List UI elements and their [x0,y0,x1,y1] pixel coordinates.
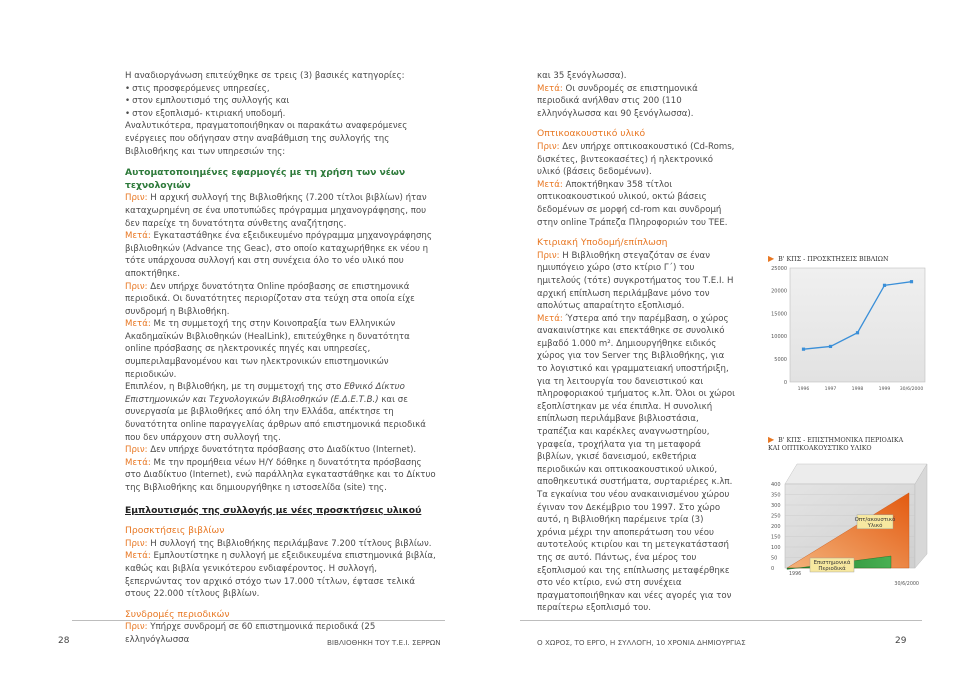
chart-journals-av [755,458,935,598]
chart1-data-point [802,348,805,351]
paragraph-prin-1 [125,192,437,230]
middle-column [537,70,735,615]
prin-label: Πριν: [537,250,560,261]
chart1-xtick-label: 1999 [878,387,891,392]
chart2-xtick-label: 30/6/2000 [894,582,919,587]
heading-audiovisual: Οπτικοακουστικό υλικό [537,128,646,140]
chart2-label-av: Οπτ/ακουστικό Υλικό [854,516,896,529]
chart1-ytick-label: 15000 [771,311,787,318]
chart1-ytick-label: 5000 [774,357,787,363]
paragraph-text: Οι συνδρομές σε επιστημονικά περιοδικά ανήλθαν στις 200 (110 ελληνόγλωσσα και 90 ξενόγλωσσα). [537,83,698,119]
paragraph-continuation: και 35 ξενόγλωσσα). [537,71,627,81]
chart2-top-wall [785,464,927,484]
analysis-text: Αναλυτικότερα, πραγματοποιήθηκαν οι παρακάτω αναφερόμενες ενέργειες που οδήγησαν στην αναβάθμιση της συλλογής της Βιβλιοθήκης και των υπηρεσιών της: [125,121,408,157]
chart2-title-line1: Β' ΚΠΣ - ΕΠΙΣΤΗΜΟΝΙΚΑ ΠΕΡΙΟΔΙΚΑ [778,437,904,444]
meta-label: Μετά: [537,83,563,94]
meta-label: Μετά: [125,457,151,468]
chart2-ytick-label: 350 [771,492,781,499]
chart1-xtick-label: 1997 [824,387,837,392]
paragraph-epipleon [125,381,437,444]
chart1-data-point [829,345,832,348]
triangle-marker-icon: ▶ [768,254,775,263]
paragraph-text: Η αρχική συλλογή της Βιβλιοθήκης (7.200 τίτλοι βιβλίων) ήταν καταχωρημένη σε ένα υποτυπώδες πρόγραμμα μηχανογράφησης, που δεν παρείχε τη δυνατότητα σύνθετης αναζήτησης. [125,193,427,229]
chart2-title-line2: ΚΑΙ ΟΠΤΙΚΟΑΚΟΥΣΤΙΚΟ ΥΛΙΚΟ [768,444,872,452]
prin-label: Πριν: [125,622,148,633]
paragraph-prin-3 [125,444,437,457]
paragraph-text: Δεν υπήρχε δυνατότητα Online πρόσβασης σε επιστημονικά περιοδικά. Οι δυνατότητες περιορίζοταν στα τεύχη στα οποία είχε συνδρομή η Βιβλιοθήκη. [125,281,415,317]
chart2-title-block [768,436,903,452]
meta-label: Μετά: [125,231,151,242]
heading-building: Κτιριακή Υποδομή/επίπλωση [537,237,668,249]
paragraph-meta-1 [125,230,437,280]
chart1-ytick-label: 10000 [771,334,787,341]
prin-label: Πριν: [537,141,560,152]
meta-label: Μετά: [537,313,563,324]
chart1-xtick-label: 30/6/2000 [899,387,924,392]
paragraph-text: Δεν υπήρχε δυνατότητα πρόσβασης στο Διαδίκτυο (Internet). [147,445,417,456]
paragraph-final: Τα εγκαίνια του νέου ανακαινισμένου χώρου έγιναν τον Δεκέμβριο του 1997. Στο χώρο αυτό, η Βιβλιοθήκη παρέμεινε τρία (3) χρόνια μέχρι την αποπεράτωση του νέου αυτοτελούς κτιρίου και τη μετεγκατάστασή της σε αυτό. Πάντως, ένα μέρος του εξοπλισμού και της επίπλωσης μεταφέρθηκε στο νέο κτίριο, ενώ στη συνέχεια πραγματοποιήθηκαν και νέες αγορές για τον περαίτερω εξοπλισμό του. [537,490,732,614]
paragraph-meta-5 [537,83,735,121]
paragraph-text: Δεν υπήρχε οπτικοακουστικό (Cd-Roms, δισκέτες, βιντεοκασέτες) ή ηλεκτρονικό υλικό (βάσεις δεδομένων). [537,141,735,178]
footer-rule-left [72,620,445,621]
chart2-ytick-label: 400 [771,481,781,488]
paragraph-prin-7 [537,250,735,313]
network-name: Εθνικό Δίκτυο Επιστημονικών και Τεχνολογικών Βιβλιοθηκών (Ε.Δ.Ε.Τ.Β.) [125,382,405,405]
chart2-ytick-label: 50 [771,555,778,562]
chart1-plot-area [790,268,925,382]
paragraph-text: Αποκτήθηκαν 358 τίτλοι οπτικοακουστικού υλικού, οκτώ βάσεις δεδομένων σε μορφή cd-rom και συνδρομή στην online Τράπεζα Πληροφοριών του ΤΕΕ. [537,179,728,228]
chart2-ytick-label: 250 [771,513,781,520]
paragraph-text: και σε συνεργασία με βιβλιοθήκες από όλη την Ελλάδα, απέκτησε τη δυνατότητα online παραγγελίας άρθρων από επιστημονικά περιοδικά που δεν υπάρχουν στη συλλογή της. [125,394,426,443]
prin-label: Πριν: [125,281,148,292]
paragraph-text: Ύστερα από την παρέμβαση, ο χώρος ανακαινίστηκε και επεκτάθηκε σε συνολικό εμβαδό 1.000 m². Δημιουργήθηκε ειδικός χώρος για τον Server της Βιβλιοθήκης, για το λογιστικό και γραμματειακή υποστήριξη, για τη λειτουργία του δανειστικού και πληροφοριακού τμήματος κ.λπ. Όλοι οι χώροι εξοπλίστηκαν με νέα έπιπλα. Η συνολική επίπλωση περιλάμβανε βιβλιοστάσια, τραπέζια και καρέκλες αναγνωστηρίου, γραφεία, τροχήλατα για τη μεταφορά βιβλίων, γκισέ δανεισμού, εκθετήρια περιοδικών και οπτικοακουστικού υλικού, αποθηκευτικά συστήματα, συρταριέρες κ.λπ. [537,313,735,488]
paragraph-prin-4 [125,538,437,551]
left-column [125,70,437,647]
chart-book-acquisitions [755,262,930,402]
chart2-label-journals: Επιστημονικά Περιοδικά [813,560,851,572]
chart1-data-point [883,284,886,287]
prin-label: Πριν: [125,538,148,549]
paragraph-text: Επιπλέον, η Βιβλιοθήκη, με τη συμμετοχή της στο [125,382,345,393]
paragraph-text: Η συλλογή της Βιβλιοθήκης περιλάμβανε 7.200 τίτλους βιβλίων. [147,538,432,549]
paragraph-meta-6 [537,179,735,229]
chart1-ytick-label: 25000 [771,265,787,272]
meta-label: Μετά: [537,179,563,190]
paragraph-text: Εγκαταστάθηκε ένα εξειδικευμένο πρόγραμμα μηχανογράφησης βιβλιοθηκών (Advance της Geac), στο οποίο καταχωρήθηκε εκ νέου η τότε υπάρχουσα συλλογή και στη συνέχεια όλο το νέο υλικό που αποκτήθηκε. [125,231,432,279]
triangle-marker-icon: ▶ [768,435,775,444]
paragraph-text: Με τη συμμετοχή της στην Κοινοπραξία των Ελληνικών Ακαδημαϊκών Βιβλιοθηκών (HealLink), επιτεύχθηκε η δυνατότητα online πρόσβασης σε ηλεκτρονικές πηγές και υπηρεσίες, συμπεριλαμβανομένου και των ηλεκτρονικών επιστημονικών περιοδικών. [125,319,410,380]
heading-automation: Αυτοματοποιημένες εφαρμογές με τη χρήση των νέων τεχνολογιών [125,167,406,191]
chart1-data-point [910,280,913,283]
bullet-item: • στον εξοπλισμό- κτιριακή υποδομή. [125,108,437,121]
chart1-xtick-label: 1996 [797,387,810,392]
page-number-right: 29 [895,636,907,646]
chart2-xtick-label: 1996 [789,572,802,577]
meta-label: Μετά: [125,319,151,330]
paragraph-prin-2 [125,281,437,319]
page-number-left: 28 [58,636,70,646]
paragraph-prin-6 [537,141,735,179]
prin-label: Πριν: [125,193,148,204]
heading-enrichment: Εμπλουτισμός της συλλογής με νέες προσκτήσεις υλικού [125,504,422,516]
chart1-ytick-label: 0 [783,379,787,386]
paragraph-meta-4 [125,550,437,600]
chart1-xtick-label: 1998 [851,387,864,392]
bullet-item: • στις προσφερόμενες υπηρεσίες, [125,83,437,96]
chart2-ytick-label: 300 [771,502,781,509]
prin-label: Πριν: [125,445,148,456]
paragraph-text: Εμπλουτίστηκε η συλλογή με εξειδικευμένα επιστημονικά βιβλία, καθώς και βιβλία γενικότερου ενδιαφέροντος. Η συλλογή, ξεπερνώντας τον αρχικό στόχο των 17.000 τίτλων, έφτασε τελικά στους 22.000 τίτλους βιβλίων. [125,551,436,600]
footer-rule-right [520,620,922,621]
chart2-ytick-label: 100 [771,544,781,551]
meta-label: Μετά: [125,551,151,562]
intro-text: Η αναδιοργάνωση επιτεύχθηκε σε τρεις (3) βασικές κατηγορίες: [125,71,405,81]
chart2-ytick-label: 150 [771,534,781,541]
footer-title-right: Ο ΧΩΡΟΣ, ΤΟ ΕΡΓΟ, Η ΣΥΛΛΟΓΗ, 10 ΧΡΟΝΙΑ ΔΗΜΙΟΥΡΓΙΑΣ [537,638,746,647]
paragraph-meta-2 [125,318,437,381]
chart1-ytick-label: 20000 [771,288,787,295]
chart1-title: Β' ΚΠΣ - ΠΡΟΣΚΤΗΣΕΙΣ ΒΙΒΛΙΩΝ [778,256,889,263]
heading-journals: Συνδρομές περιοδικών [125,608,230,620]
heading-books: Προσκτήσεις βιβλίων [125,525,225,537]
chart2-ytick-label: 0 [771,565,775,572]
chart1-data-point [856,331,859,334]
paragraph-text: Η Βιβλιοθήκη στεγαζόταν σε έναν ημιυπόγειο χώρο (στο κτίριο Γ΄) του ημιτελούς (τότε) συγκροτήματος του Τ.Ε.Ι. Η αρχική επίπλωση περιλάμβανε μόνο τον απολύτως απαραίτητο εξοπλισμό. [537,250,734,312]
bullet-item: • στον εμπλουτισμό της συλλογής και [125,95,437,108]
paragraph-text: Υπήρχε συνδρομή σε 60 επιστημονικά περιοδικά (25 ελληνόγλωσσα [125,622,376,645]
footer-title-left: ΒΙΒΛΙΟΘΗΚΗ ΤΟΥ Τ.Ε.Ι. ΣΕΡΡΩΝ [327,638,441,647]
paragraph-text: Με την προμήθεια νέων Η/Υ δόθηκε η δυνατότητα πρόσβασης στο Διαδίκτυο (Internet), ενώ παράλληλα εγκαταστάθηκε και το Δίκτυο της Βιβλιοθήκης και δημιουργήθηκε η ιστοσελίδα (site) της. [125,457,436,493]
paragraph-meta-7 [537,313,735,489]
chart2-ytick-label: 200 [771,523,781,530]
paragraph-meta-3 [125,457,437,495]
